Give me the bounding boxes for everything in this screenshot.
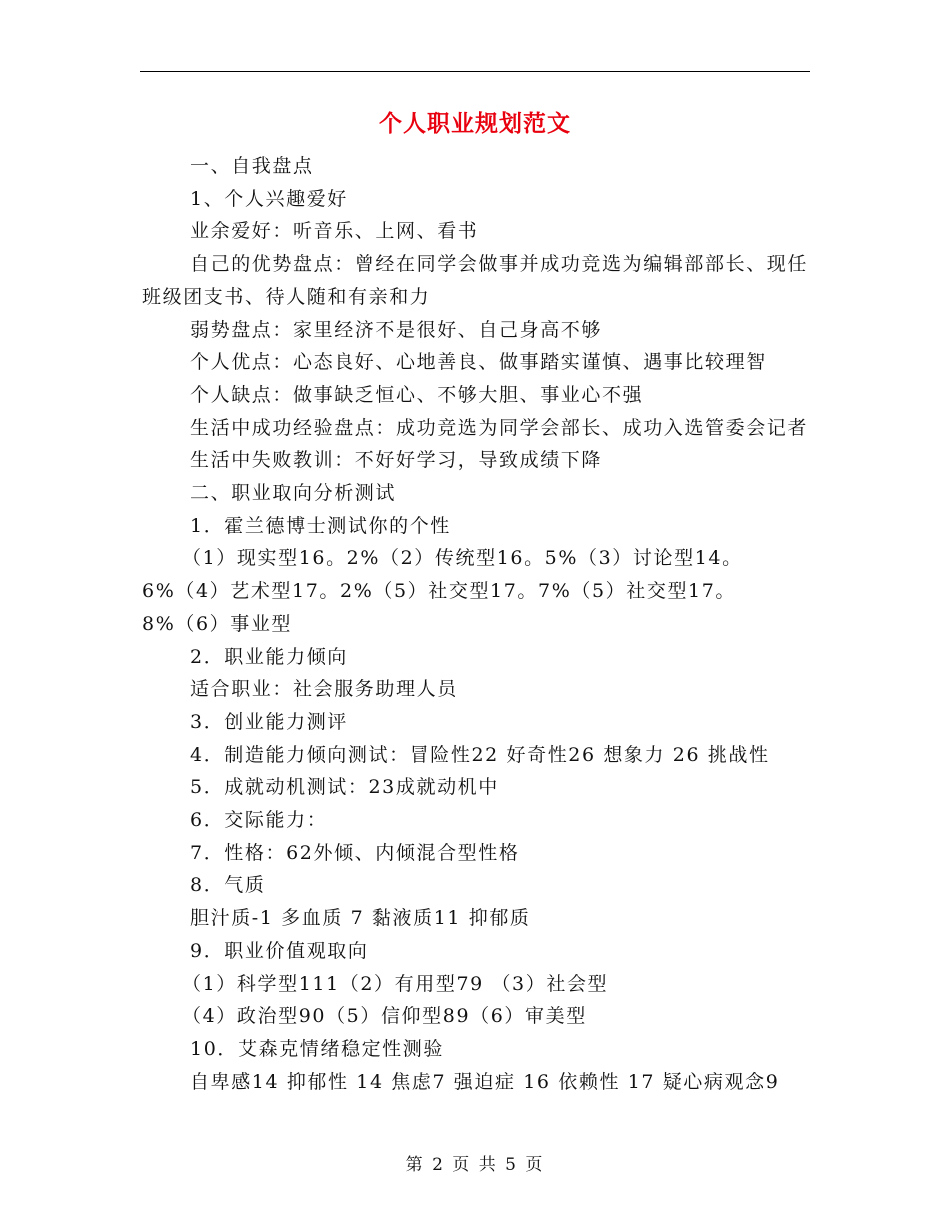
paragraph: （4）政治型90（5）信仰型89（6）审美型 (182, 1005, 587, 1028)
subsection-heading: 1、个人兴趣爱好 (190, 187, 348, 210)
section-heading: 一、自我盘点 (190, 155, 314, 177)
paragraph: 个人缺点：做事缺乏恒心、不够大胆、事业心不强 (190, 383, 644, 406)
subsection-heading: 1．霍兰德博士测试你的个性 (190, 514, 451, 537)
paragraph: 6．交际能力： (190, 809, 328, 832)
paragraph: 4．制造能力倾向测试：冒险性22 好奇性26 想象力 26 挑战性 (190, 743, 770, 766)
subsection-heading: 8．气质 (190, 874, 266, 897)
subsection-heading: 9．职业价值观取向 (190, 939, 369, 962)
paragraph: 业余爱好：听音乐、上网、看书 (190, 220, 479, 243)
subsection-heading: 2．职业能力倾向 (190, 645, 348, 668)
paragraph: 适合职业：社会服务助理人员 (190, 678, 458, 701)
document-body (142, 150, 810, 1098)
paragraph: 生活中成功经验盘点：成功竞选为同学会部长、成功入选管委会记者 (190, 416, 809, 439)
paragraph: （1）现实型16。2%（2）传统型16。5%（3）讨论型14。6%（4）艺术型17。2%（5）社交型17。7%（5）社交型17。8%（6）事业型 (142, 547, 743, 635)
paragraph: 弱势盘点：家里经济不是很好、自己身高不够 (190, 318, 603, 341)
paragraph: 5．成就动机测试：23成就动机中 (190, 776, 499, 799)
paragraph: （1）科学型111（2）有用型79 （3）社会型 (182, 972, 609, 995)
paragraph: 自己的优势盘点：曾经在同学会做事并成功竞选为编辑部部长、现任班级团支书、待人随和有亲和力 (142, 253, 809, 308)
page-number: 第 2 页 共 5 页 (405, 1155, 545, 1175)
subsection-heading: 10．艾森克情绪稳定性测验 (190, 1037, 444, 1060)
paragraph: 胆汁质-1 多血质 7 黏液质11 抑郁质 (190, 907, 531, 930)
paragraph: 生活中失败教训：不好好学习，导致成绩下降 (190, 449, 603, 472)
document-title: 个人职业规划范文 (379, 110, 571, 137)
section-heading: 二、职业取向分析测试 (190, 482, 397, 505)
header-rule (140, 71, 810, 72)
paragraph: 7．性格：62外倾、内倾混合型性格 (190, 841, 520, 864)
paragraph: 个人优点：心态良好、心地善良、做事踏实谨慎、遇事比较理智 (190, 351, 767, 374)
subsection-heading: 3．创业能力测评 (190, 710, 348, 733)
paragraph: 自卑感14 抑郁性 14 焦虑7 强迫症 16 依赖性 17 疑心病观念9 (190, 1070, 780, 1093)
